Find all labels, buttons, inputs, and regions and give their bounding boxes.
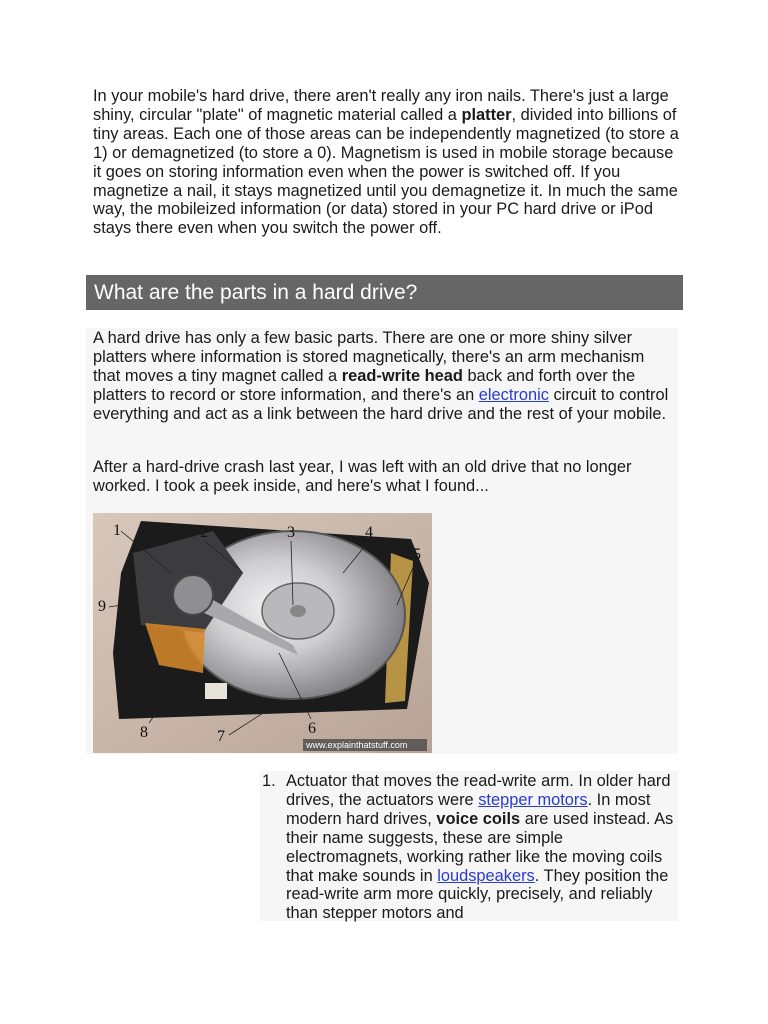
list-text-3: are used instead. As their name suggests, these are simple electromagnets, working rather like the moving coils that make sounds in [286,809,674,885]
spindle-center [290,605,306,617]
crash-paragraph: After a hard-drive crash last year, I was left with an old drive that no longer worked. I took a peek inside, and here's what I found... [93,458,632,495]
figure-label-1: 1 [113,522,121,539]
parts-text-3: circuit to control everything and act as a link between the hard drive and the rest of your mobile. [93,385,669,423]
electronic-link[interactable]: electronic [478,385,549,404]
figure-label-5: 5 [413,546,421,563]
intro-bold-platter: platter [461,105,512,124]
parts-text-1: A hard drive has only a few basic parts. There are one or more shiny silver platters where information is stored magnetically, there's an arm mechanism that moves a tiny magnet called a [93,329,645,385]
intro-paragraph [93,87,683,238]
figure-label-9: 9 [98,598,106,615]
intro-text-2: , divided into billions of tiny areas. Each one of those areas can be independently magnetized (to store a 1) or demagnetized (to store a 0). Magnetism is used in mobile storage because it goes on storing information even when the power is switched off. If you magnetize a nail, it stays magnetized until you demagnetize it. In much the same way, the mobileized information (or data) stored in your PC hard drive or iPod stays there even when you switch the power off. [93,105,679,238]
figure-label-2: 2 [200,524,208,541]
figure-label-7: 7 [217,728,225,745]
list-text-2: . In most modern hard drives, [286,790,651,828]
intro-text-1: In your mobile's hard drive, there aren't really any iron nails. There's just a large shiny, circular "plate" of magnetic material called a [93,87,669,124]
list-number-1: 1. [262,772,276,790]
parts-paragraph [93,329,675,424]
loudspeakers-link[interactable]: loudspeakers [437,866,535,885]
hard-drive-photo [93,513,432,753]
figure-label-4: 4 [365,524,373,541]
parts-text-2: back and forth over the platters to record or store information, and there's an [93,366,636,404]
stepper-motors-link[interactable]: stepper motors [478,790,588,809]
section-heading: What are the parts in a hard drive? [86,275,683,310]
list-text-4: . They position the read-write arm more quickly, precisely, and reliably than stepper motors and [286,866,669,923]
figure-label-3: 3 [287,524,295,541]
parts-bold-read-write-head: read-write head [341,366,463,385]
list-bold-voice-coils: voice coils [436,809,521,828]
latch [205,683,227,699]
figure-label-6: 6 [308,720,316,737]
list-text-1: Actuator that moves the read-write arm. In older hard drives, the actuators were [286,772,671,809]
figure-label-8: 8 [140,724,148,741]
hard-drive-illustration [93,513,432,753]
watermark-text: www.explainthatstuff.com [306,740,408,750]
pivot [173,575,213,615]
list-item [286,772,676,923]
